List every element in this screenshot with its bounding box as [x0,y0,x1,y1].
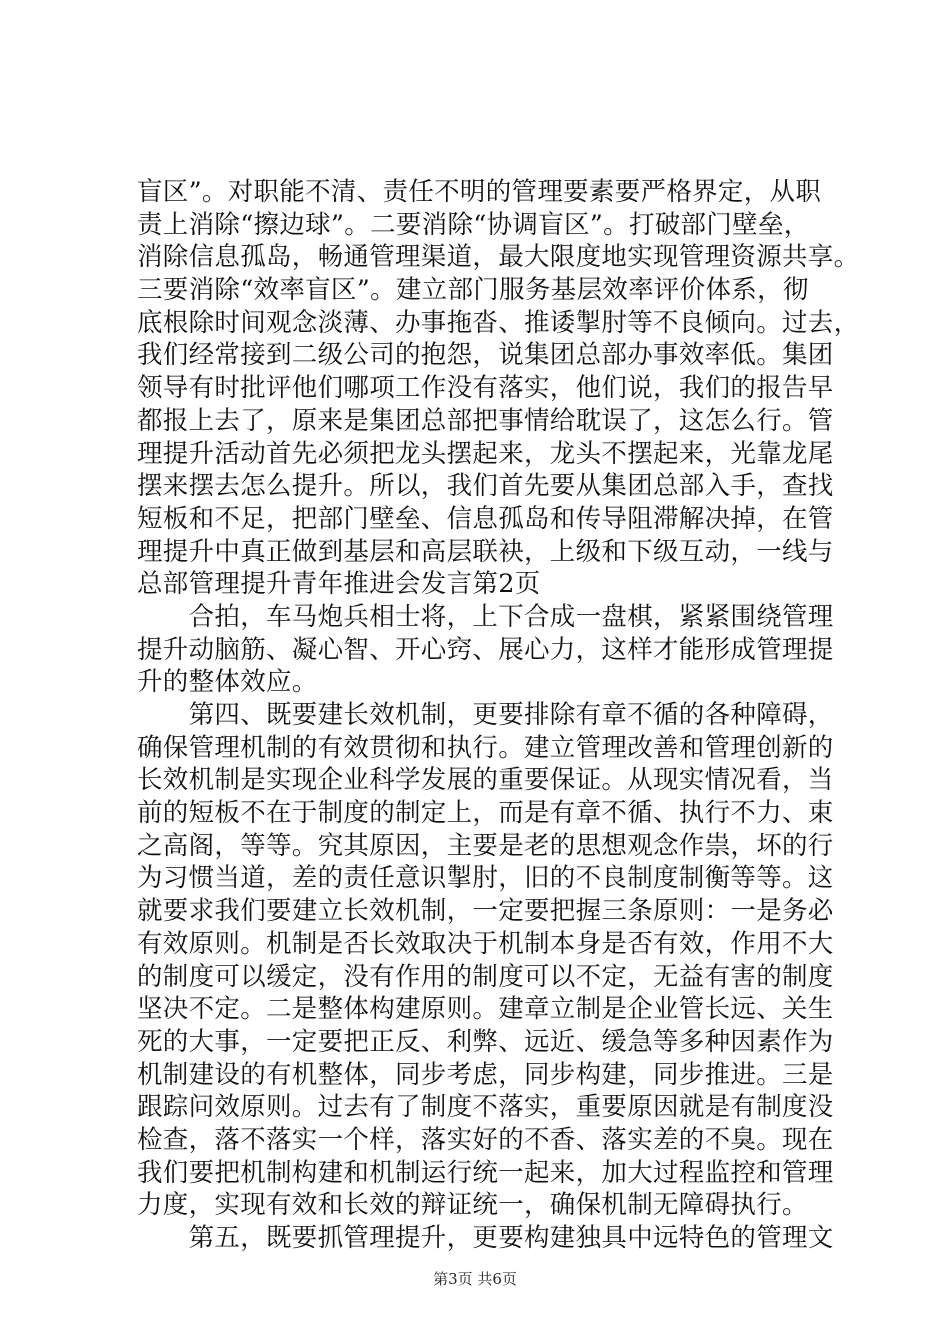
text-line: 第五，既要抓管理提升，更要构建独具中远特色的管理文 [137,1223,834,1253]
text-line: 总部管理提升青年推进会发言第2页 [137,569,541,600]
text-line: 检查，落不落实一个样，落实好的不香、落实差的不臭。现在 [137,1124,834,1155]
text-line: 有效原则。机制是否长效取决于机制本身是否有效，作用不大 [137,928,834,959]
text-line: 的制度可以缓定，没有作用的制度可以不定，无益有害的制度 [137,961,834,992]
body-text [137,176,860,1255]
text-line: 机制建设的有机整体，同步考虑，同步构建，同步推进。三是 [137,1059,834,1090]
text-line: 前的短板不在于制度的制定上，而是有章不循、执行不力、束 [137,798,834,829]
text-line: 责上消除“擦边球”。二要消除“协调盲区”。打破部门壁垒， [137,209,810,240]
text-line: 底根除时间观念淡薄、办事拖沓、推诿掣肘等不良倾向。过去， [137,307,860,338]
text-line: 力度，实现有效和长效的辩证统一，确保机制无障碍执行。 [137,1190,808,1221]
text-line: 为习惯当道，差的责任意识掣肘，旧的不良制度制衡等等。这 [137,863,834,894]
text-line: 长效机制是实现企业科学发展的重要保证。从现实情况看，当 [137,765,834,796]
text-line: 短板和不足，把部门壁垒、信息孤岛和传导阻滞解决掉，在管 [137,503,834,534]
text-line: 消除信息孤岛，畅通管理渠道，最大限度地实现管理资源共享。 [137,242,860,273]
text-line: 就要求我们要建立长效机制，一定要把握三条原则：一是务必 [137,896,834,927]
text-line: 合拍，车马炮兵相士将，上下合成一盘棋，紧紧围绕管理 [137,601,834,632]
text-line: 我们要把机制构建和机制运行统一起来，加大过程监控和管理 [137,1157,834,1188]
text-line: 确保管理机制的有效贯彻和执行。建立管理改善和管理创新的 [137,732,834,763]
text-line: 我们经常接到二级公司的抱怨，说集团总部办事效率低。集团 [137,340,834,371]
text-line: 三要消除“效率盲区”。建立部门服务基层效率评价体系，彻 [137,275,809,306]
text-line: 都报上去了，原来是集团总部把事情给耽误了，这怎么行。管 [137,405,834,436]
text-line: 盲区”。对职能不清、责任不明的管理要素要严格界定，从职 [137,177,822,207]
text-line: 理提升活动首先必须把龙头摆起来，龙头不摆起来，光靠龙尾 [137,438,834,469]
text-line: 死的大事，一定要把正反、利弊、远近、缓急等多种因素作为 [137,1026,834,1057]
text-line: 摆来摆去怎么提升。所以，我们首先要从集团总部入手，查找 [137,471,834,502]
text-line: 理提升中真正做到基层和高层联袂，上级和下级互动，一线与 [137,536,834,567]
text-line: 领导有时批评他们哪项工作没有落实，他们说，我们的报告早 [137,373,834,404]
page-number-footer: 第3页 共6页 [433,1270,517,1288]
text-line: 跟踪问效原则。过去有了制度不落实，重要原因就是有制度没 [137,1092,834,1123]
text-line: 坚决不定。二是整体构建原则。建章立制是企业管长远、关生 [137,994,834,1025]
text-line: 升的整体效应。 [137,667,318,698]
text-line: 第四、既要建长效机制，更要排除有章不循的各种障碍， [137,700,834,730]
text-line: 提升动脑筋、凝心智、开心窍、展心力，这样才能形成管理提 [137,634,834,665]
text-line: 之高阁，等等。究其原因，主要是老的思想观念作祟，坏的行 [137,830,834,861]
